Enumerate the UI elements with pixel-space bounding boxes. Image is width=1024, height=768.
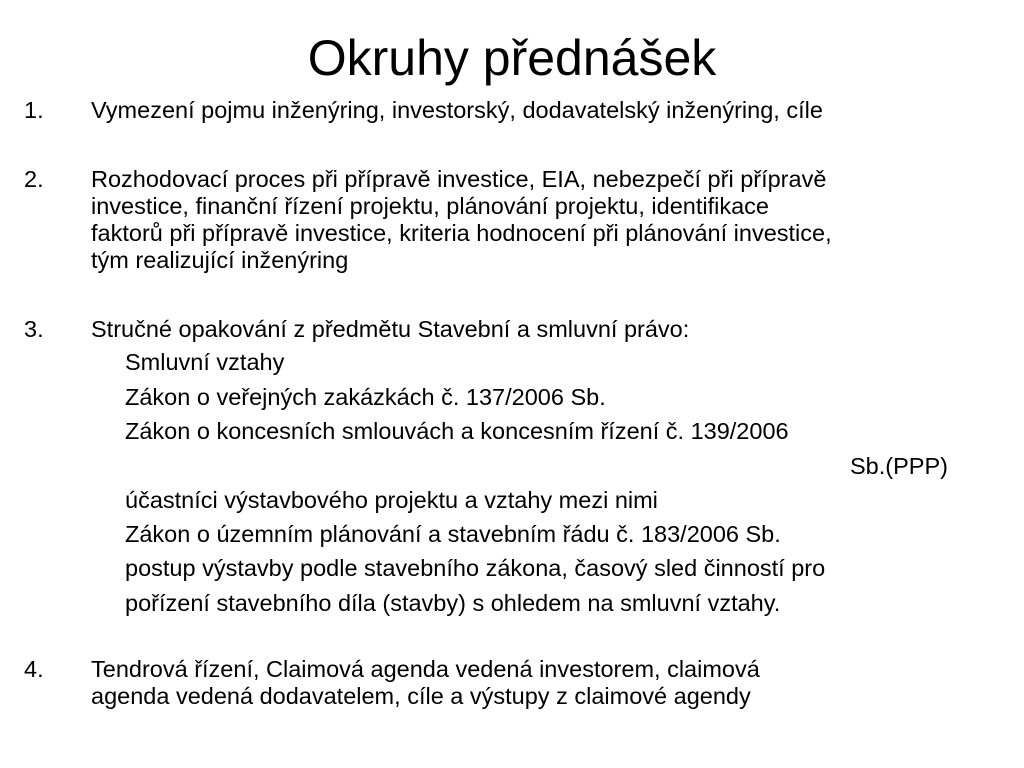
sub-item: Zákon o veřejných zakázkách č. 137/2006 Sb. (125, 384, 606, 410)
sub-item: Smluvní vztahy (125, 349, 285, 375)
item-line: Tendrová řízení, Claimová agenda vedená investorem, claimová (91, 656, 760, 682)
item-line: Rozhodovací proces při přípravě investice, EIA, nebezpečí při přípravě (91, 166, 827, 192)
slide-title: Okruhy přednášek (307, 30, 717, 86)
sub-item: Zákon o koncesních smlouvách a koncesním řízení č. 139/2006 (125, 418, 789, 444)
item-text: Vymezení pojmu inženýring, investorský, dodavatelský inženýring, cíle (91, 97, 823, 123)
item-number: 4. (24, 656, 44, 682)
sub-item-continuation: Sb.(PPP) (850, 453, 948, 479)
sub-item: pořízení stavebního díla (stavby) s ohledem na smluvní vztahy. (125, 590, 781, 616)
item-line: agenda vedená dodavatelem, cíle a výstupy z claimové agendy (91, 683, 751, 709)
item-text (91, 656, 1001, 710)
item-number: 2. (24, 166, 44, 192)
item-line: investice, finanční řízení projektu, plánování projektu, identifikace (91, 193, 769, 219)
sub-item: Zákon o územním plánování a stavebním řádu č. 183/2006 Sb. (125, 521, 781, 547)
sub-item: účastníci výstavbového projektu a vztahy mezi nimi (125, 487, 658, 513)
item-text (91, 166, 1001, 274)
item-number: 3. (24, 316, 44, 342)
sub-item: postup výstavby podle stavebního zákona, časový sled činností pro (125, 555, 826, 581)
item-text: Stručné opakování z předmětu Stavební a smluvní právo: (91, 316, 690, 342)
item-number: 1. (24, 97, 44, 123)
item-line: faktorů při přípravě investice, kriteria hodnocení při plánování investice, (91, 220, 832, 246)
item-line: tým realizující inženýring (91, 247, 349, 273)
